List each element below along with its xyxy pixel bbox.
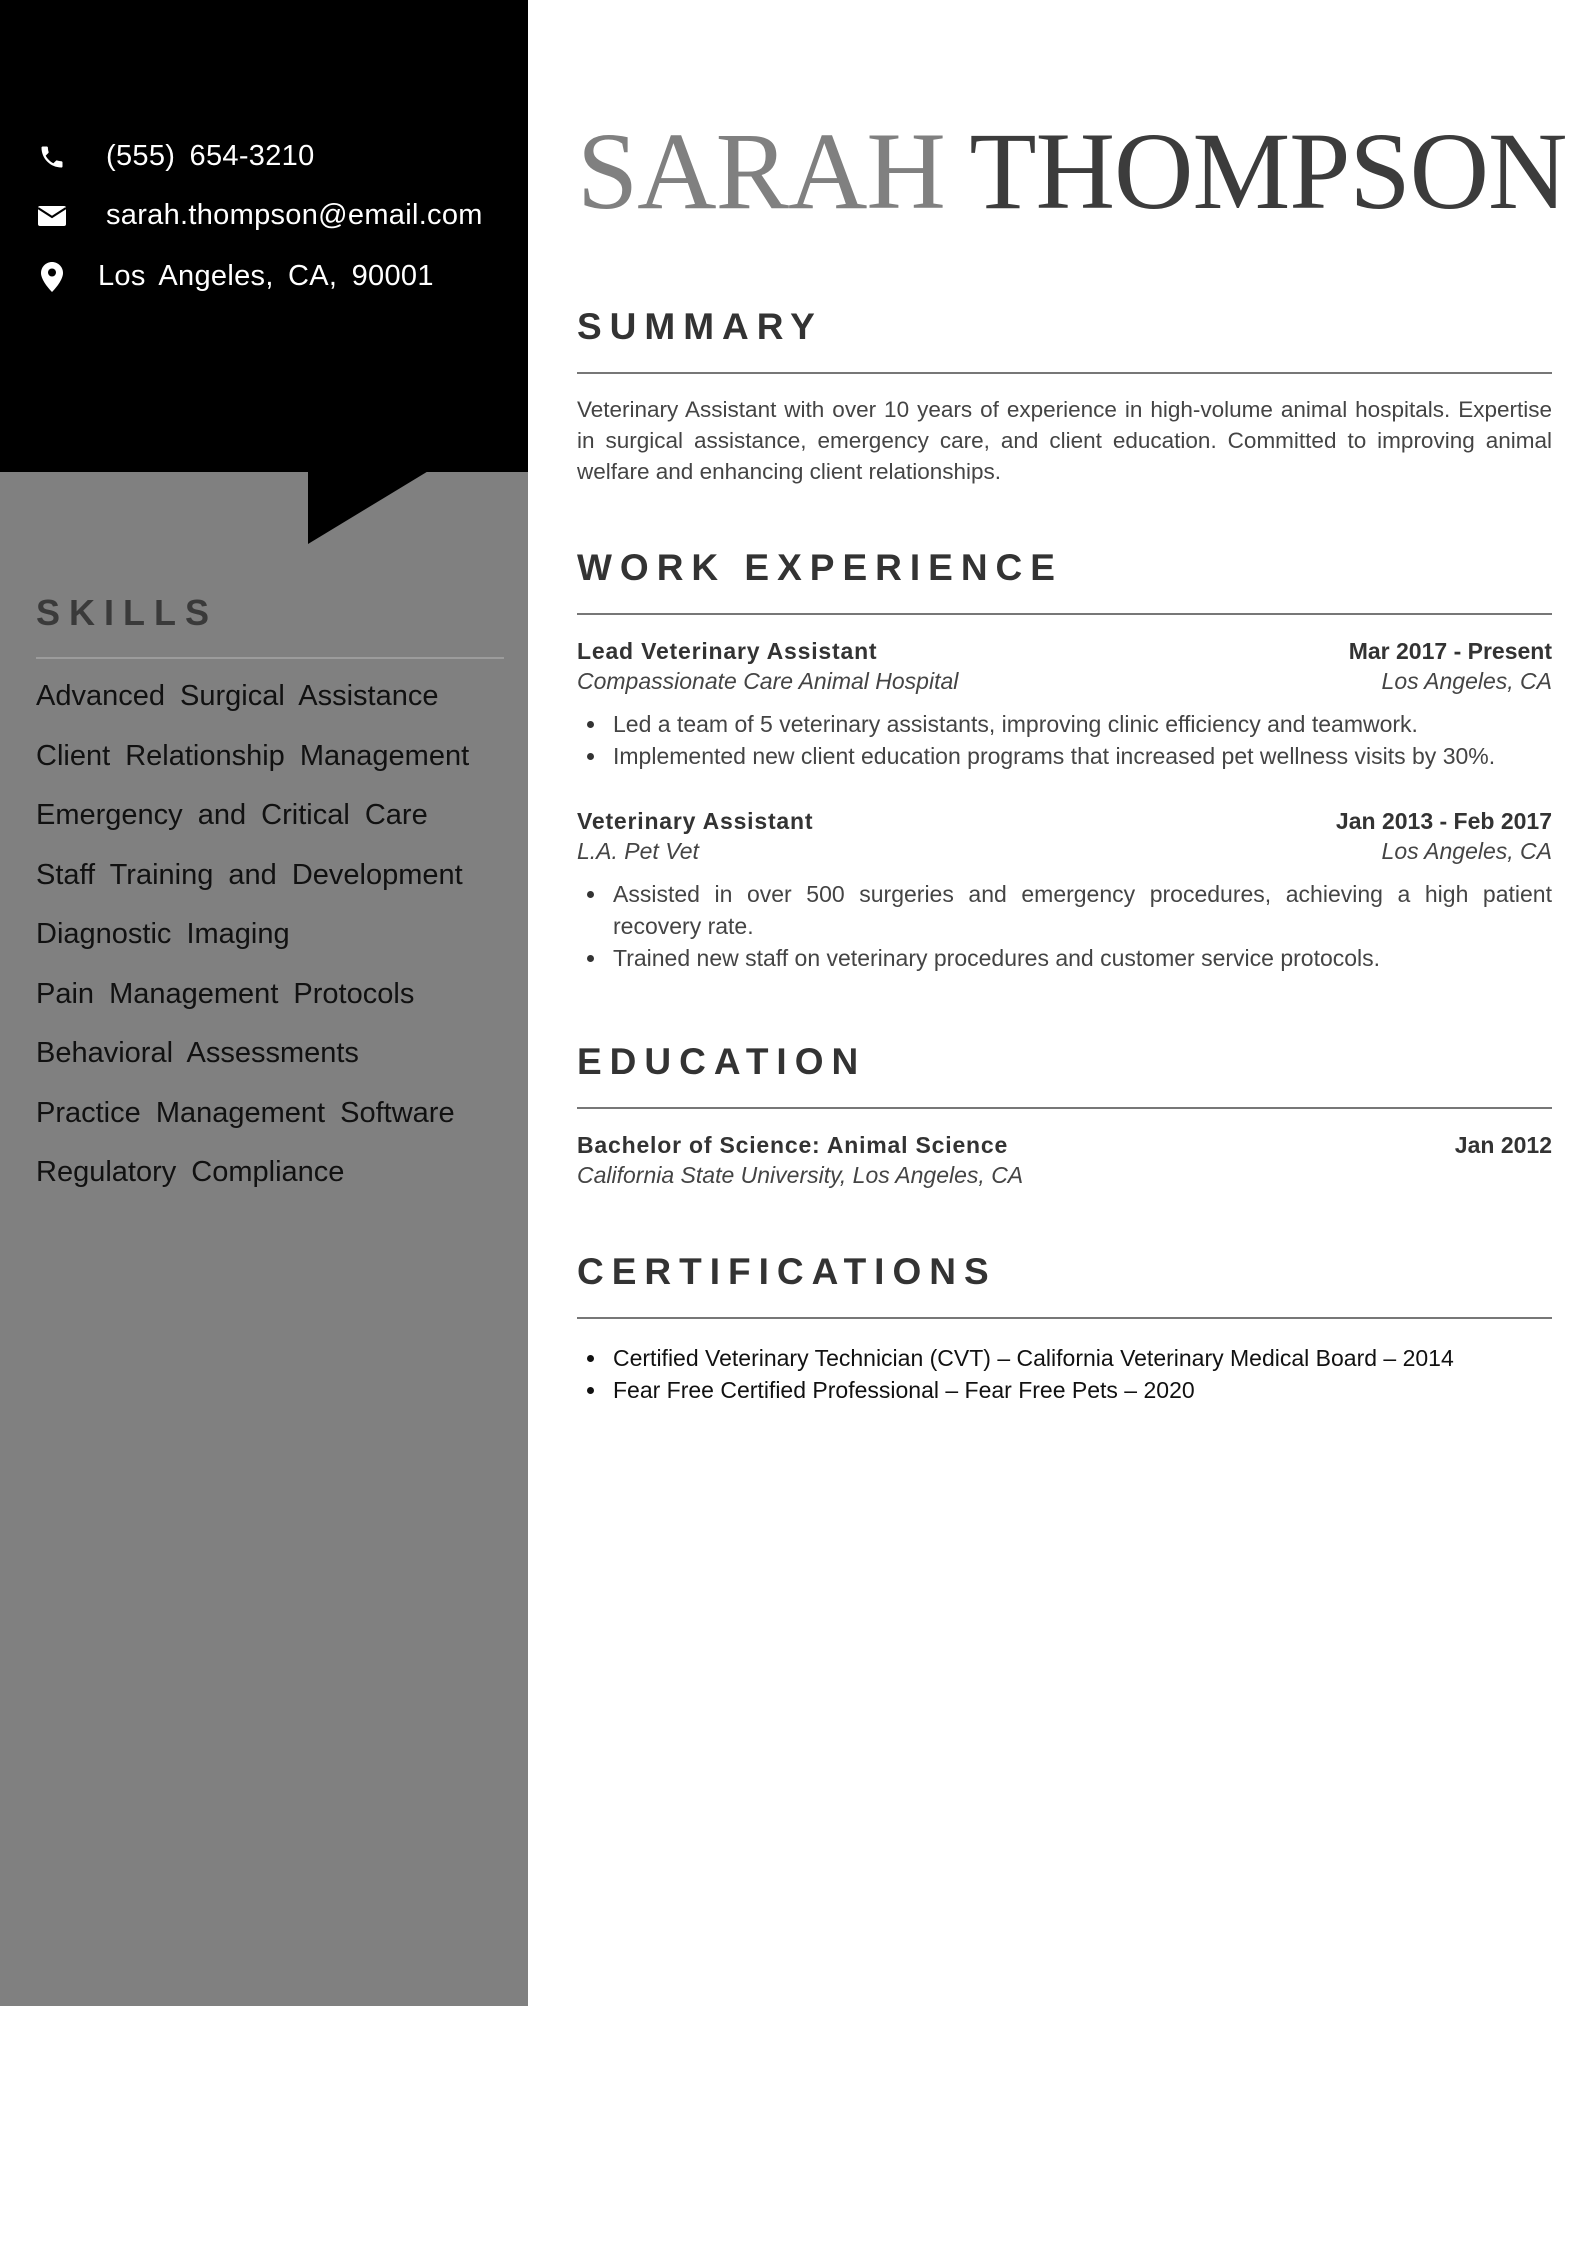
skill-item: Emergency and Critical Care <box>36 799 428 831</box>
job-bullets <box>577 878 1552 974</box>
job-entry <box>577 638 1552 772</box>
skill-item: Advanced Surgical Assistance <box>36 680 439 712</box>
skill-item: Staff Training and Development <box>36 858 463 891</box>
skill-item: Client Relationship Management <box>36 739 470 772</box>
first-name: SARAH <box>577 110 945 232</box>
sidebar <box>0 0 528 2006</box>
skill-item: Pain Management Protocols <box>36 977 415 1010</box>
job-bullet: Implemented new client education programs that increased pet wellness visits by 30%. <box>577 740 1552 772</box>
skills-list <box>36 678 469 1214</box>
degree-title: Bachelor of Science: Animal Science <box>577 1132 1009 1158</box>
map-pin-icon <box>36 261 68 293</box>
job-location: Los Angeles, CA <box>1381 668 1552 694</box>
education-divider <box>577 1107 1552 1109</box>
certification-item: Fear Free Certified Professional – Fear Free Pets – 2020 <box>577 1374 1552 1406</box>
job-dates: Mar 2017 - Present <box>1348 638 1552 664</box>
skill-item: Practice Management Software <box>36 1096 455 1129</box>
experience-heading: WORK EXPERIENCE <box>577 547 1063 588</box>
contact-location <box>36 260 434 293</box>
skill-item: Diagnostic Imaging <box>36 918 290 950</box>
job-bullet: Trained new staff on veterinary procedures and customer service protocols. <box>577 942 1552 974</box>
job-entry <box>577 808 1552 974</box>
skills-heading: SKILLS <box>36 592 219 633</box>
job-title: Veterinary Assistant <box>577 808 814 834</box>
skill-item: Behavioral Assessments <box>36 1037 359 1069</box>
contact-phone <box>36 140 315 173</box>
job-bullet: Led a team of 5 veterinary assistants, improving clinic efficiency and teamwork. <box>577 708 1552 740</box>
envelope-icon <box>36 200 68 232</box>
job-bullet: Assisted in over 500 surgeries and emergency procedures, achieving a high patient recovery rate. <box>577 878 1552 942</box>
job-dates: Jan 2013 - Feb 2017 <box>1335 808 1552 834</box>
certifications-list <box>577 1342 1552 1406</box>
certification-item: Certified Veterinary Technician (CVT) – California Veterinary Medical Board – 2014 <box>577 1342 1552 1374</box>
degree-date: Jan 2012 <box>1454 1132 1552 1158</box>
contact-block <box>0 0 528 472</box>
experience-divider <box>577 613 1552 615</box>
full-name <box>577 108 1567 235</box>
location-text: Los Angeles, CA, 90001 <box>98 260 434 292</box>
summary-divider <box>577 372 1552 374</box>
job-bullets <box>577 708 1552 772</box>
skills-divider <box>36 657 504 659</box>
certifications-divider <box>577 1317 1552 1319</box>
education-entry <box>577 1132 1552 1189</box>
job-title: Lead Veterinary Assistant <box>577 638 878 664</box>
last-name: THOMPSON <box>969 110 1567 232</box>
contact-email <box>36 199 483 232</box>
header-notch <box>308 470 430 544</box>
job-location: Los Angeles, CA <box>1381 838 1552 864</box>
email-text[interactable]: sarah.thompson@email.com <box>106 199 483 231</box>
summary-heading: SUMMARY <box>577 306 823 347</box>
job-employer: Compassionate Care Animal Hospital <box>577 668 959 694</box>
certifications-heading: CERTIFICATIONS <box>577 1251 997 1292</box>
education-heading: EDUCATION <box>577 1041 867 1082</box>
school-name: California State University, Los Angeles, CA <box>577 1162 1024 1188</box>
phone-text[interactable]: (555) 654-3210 <box>106 140 315 172</box>
job-employer: L.A. Pet Vet <box>577 838 699 864</box>
skill-item: Regulatory Compliance <box>36 1156 345 1188</box>
phone-icon <box>36 141 68 173</box>
summary-text: Veterinary Assistant with over 10 years of experience in high-volume animal hospitals. Expertise in surgical assistance, emergency care, and client education. Committed to improving animal welfare and enhancing client relationships. <box>577 397 1552 484</box>
